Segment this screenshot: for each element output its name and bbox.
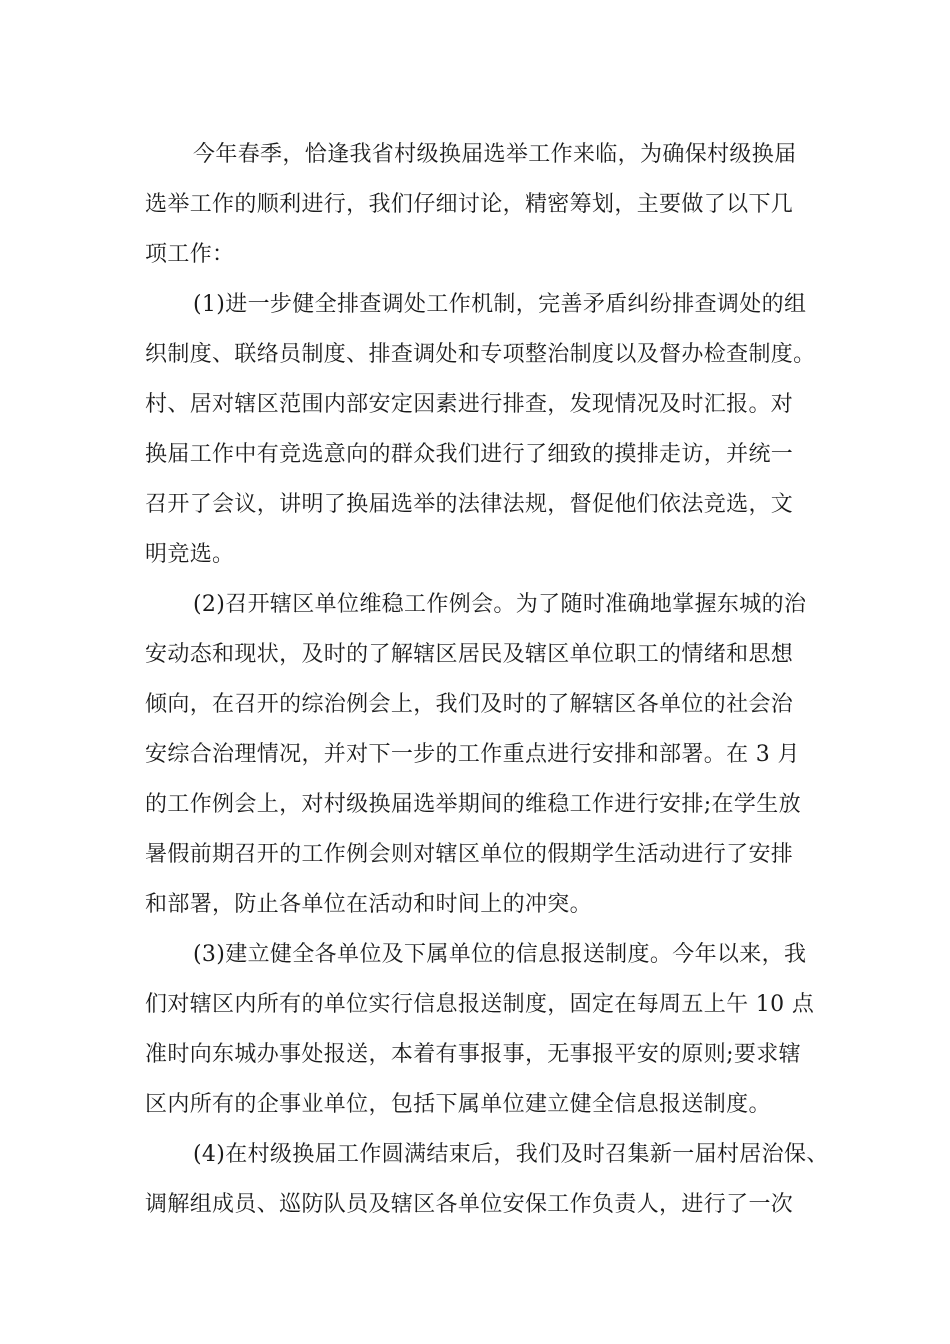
text-line: (2)召开辖区单位维稳工作例会。为了随时准确地掌握东城的治 <box>193 592 807 617</box>
text-line: 选举工作的顺利进行，我们仔细讨论，精密筹划，主要做了以下几 <box>145 192 794 217</box>
text-line: 和部署，防止各单位在活动和时间上的冲突。 <box>145 892 593 917</box>
text-line: 暑假前期召开的工作例会则对辖区单位的假期学生活动进行了安排 <box>145 842 794 867</box>
text-line: 明竞选。 <box>145 542 235 567</box>
text-line: 准时向东城办事处报送，本着有事报事，无事报平安的原则;要求辖 <box>145 1042 801 1067</box>
text-line: (4)在村级换届工作圆满结束后，我们及时召集新一届村居治保、 <box>193 1142 829 1167</box>
text-line: 换届工作中有竞选意向的群众我们进行了细致的摸排走访，并统一 <box>145 442 794 467</box>
text-line: (1)进一步健全排查调处工作机制，完善矛盾纠纷排查调处的组 <box>193 292 807 317</box>
document-body <box>145 130 829 1230</box>
text-line: 召开了会议，讲明了换届选举的法律法规，督促他们依法竞选，文 <box>145 492 794 517</box>
text-line: 安动态和现状，及时的了解辖区居民及辖区单位职工的情绪和思想 <box>145 642 794 667</box>
text-line: 今年春季，恰逢我省村级换届选举工作来临，为确保村级换届 <box>193 142 797 167</box>
text-line: (3)建立健全各单位及下属单位的信息报送制度。今年以来，我 <box>193 942 807 967</box>
text-line: 调解组成员、巡防队员及辖区各单位安保工作负责人，进行了一次 <box>145 1192 794 1217</box>
text-line: 安综合治理情况，并对下一步的工作重点进行安排和部署。在 3 月 <box>145 742 800 767</box>
text-line: 的工作例会上，对村级换届选举期间的维稳工作进行安排;在学生放 <box>145 792 801 817</box>
text-line: 项工作： <box>145 242 235 267</box>
text-line: 倾向，在召开的综治例会上，我们及时的了解辖区各单位的社会治 <box>145 692 794 717</box>
text-line: 们对辖区内所有的单位实行信息报送制度，固定在每周五上午 10 点 <box>145 992 815 1017</box>
text-line: 区内所有的企事业单位，包括下属单位建立健全信息报送制度。 <box>145 1092 771 1117</box>
text-line: 村、居对辖区范围内部安定因素进行排查，发现情况及时汇报。对 <box>145 392 794 417</box>
text-line: 织制度、联络员制度、排查调处和专项整治制度以及督办检查制度。 <box>145 342 816 367</box>
